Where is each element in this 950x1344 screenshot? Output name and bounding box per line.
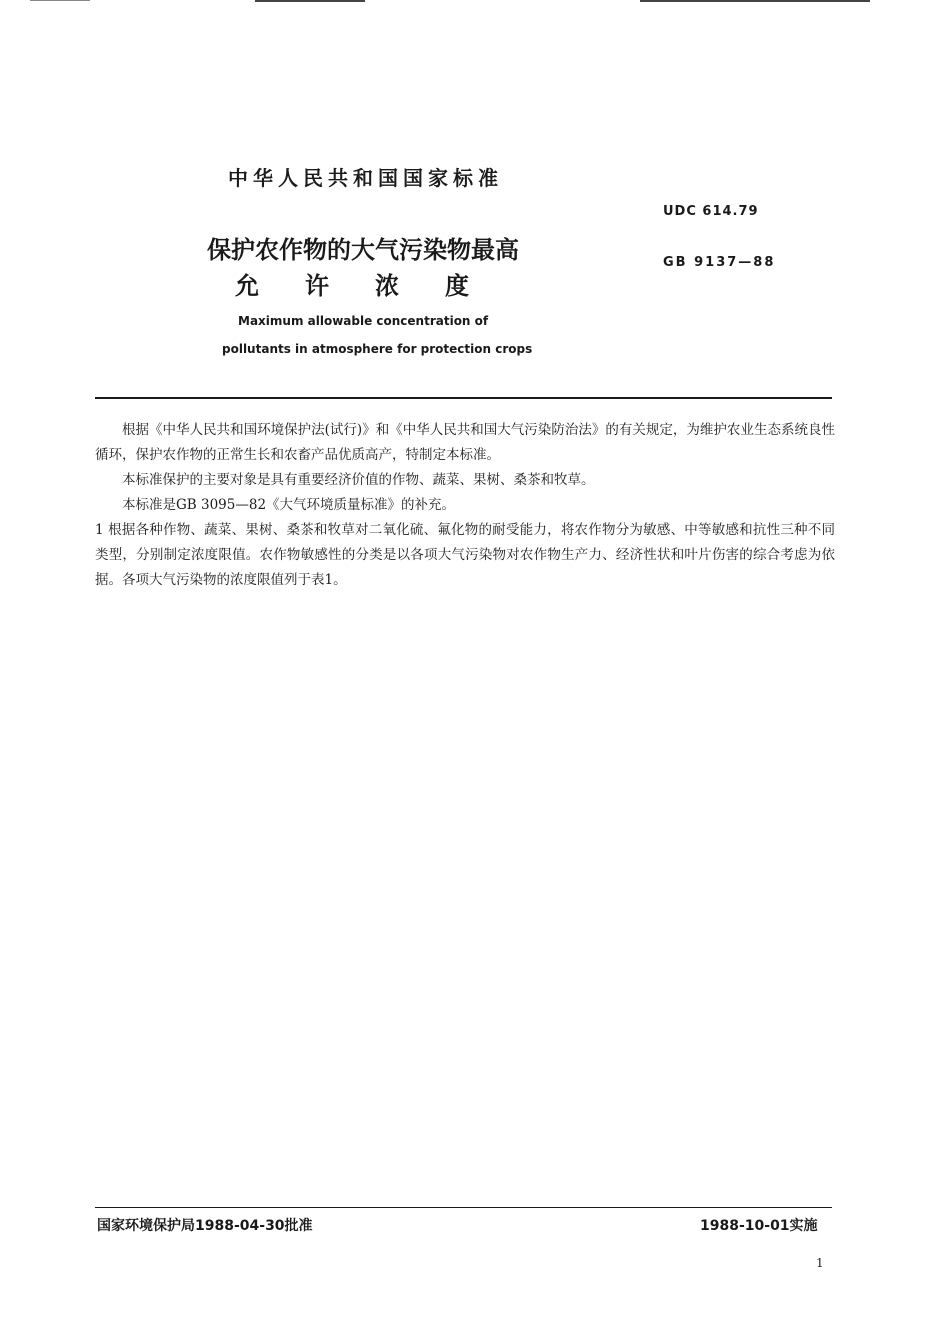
footer-divider (95, 1207, 832, 1208)
implementation-date: 1988-10-01实施 (700, 1218, 818, 1234)
approval-date: 国家环境保护局1988-04-30批准 (97, 1218, 313, 1234)
standard-type-heading: 中华人民共和国国家标准 (228, 166, 503, 190)
paragraph-clause-1: 1 根据各种作物、蔬菜、果树、桑茶和牧草对二氧化硫、氟化物的耐受能力，将农作物分为敏感、中等敏感和抗性三种不同类型，分别制定浓度限值。农作物敏感性的分类是以各项大气污染物对农作物生产力、经济性状和叶片伤害的综合考虑为依据。各项大气污染物的浓度限值列于表1。 (95, 522, 835, 588)
title-zh-line1: 保护农作物的大气污染物最高 (207, 236, 519, 264)
paragraph-supplement: 本标准是GB 3095—82《大气环境质量标准》的补充。 (122, 497, 456, 513)
scan-artifact-top (0, 0, 950, 6)
title-zh-line2: 允许浓度 (235, 272, 515, 300)
udc-code: UDC 614.79 (663, 204, 759, 219)
header-divider (95, 397, 832, 399)
page-number: 1 (816, 1256, 824, 1270)
title-en-line1: Maximum allowable concentration of (238, 314, 489, 328)
paragraph-scope: 本标准保护的主要对象是具有重要经济价值的作物、蔬菜、果树、桑茶和牧草。 (122, 472, 595, 488)
body-content (95, 418, 835, 593)
paragraph-intro: 根据《中华人民共和国环境保护法(试行)》和《中华人民共和国大气污染防治法》的有关规定，为维护农业生态系统良性循环，保护农作物的正常生长和农畜产品优质高产，特制定本标准。 (95, 422, 835, 463)
title-en-line2: pollutants in atmosphere for protection crops (222, 342, 533, 356)
gb-number: GB 9137—88 (663, 255, 776, 270)
